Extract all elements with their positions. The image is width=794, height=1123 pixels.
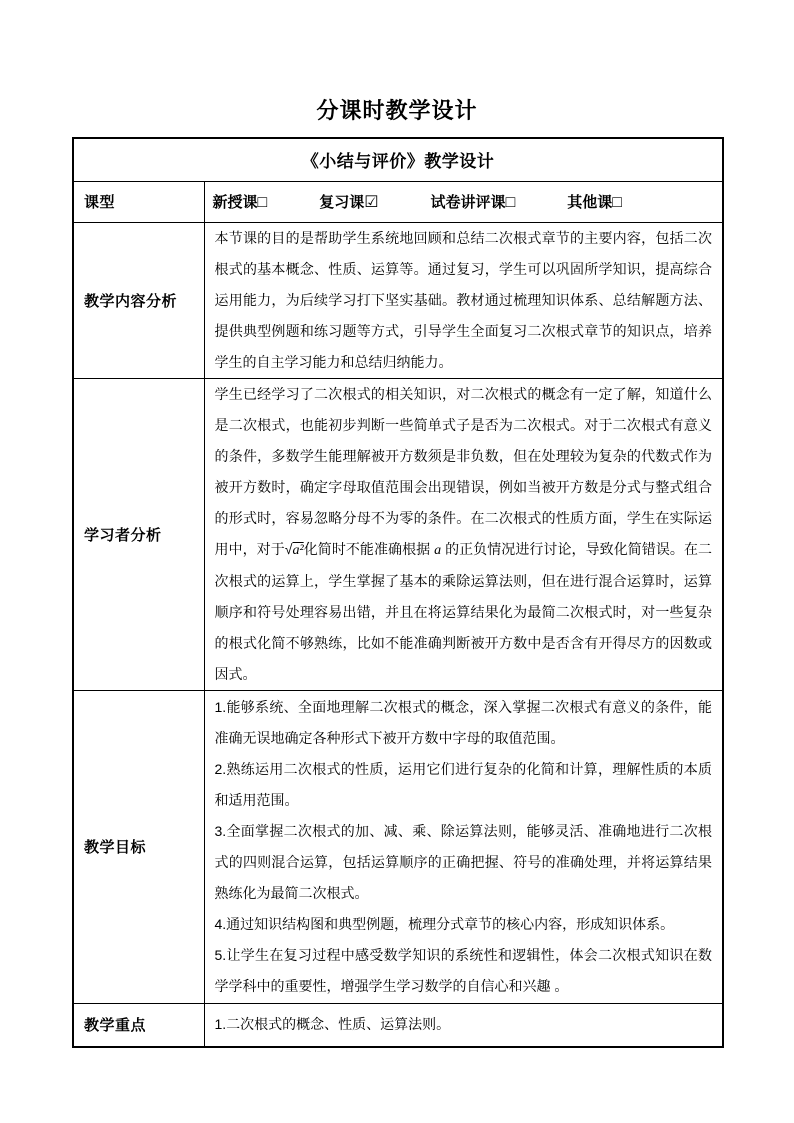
document-title: 分课时教学设计 — [316, 98, 478, 123]
learner-analysis-label: 学习者分析 — [73, 378, 204, 690]
objective-item: 3.全面掌握二次根式的加、减、乘、除运算法则，能够灵活、准确地进行二次根式的四则混合运算，包括运算顺序的正确把握、符号的准确处理，并将运算结果熟练化为最简二次根式。 — [214, 822, 712, 901]
content-analysis-label: 教学内容分析 — [73, 222, 204, 378]
checkbox-checked-icon[interactable]: ☑ — [364, 194, 379, 211]
key-points-text: 1.二次根式的概念、性质、运算法则。 — [204, 1003, 723, 1047]
objective-item: 2.熟练运用二次根式的性质，运用它们进行复杂的化简和计算，理解性质的本质和适用范围。 — [214, 760, 712, 808]
course-type-label: 课型 — [73, 181, 204, 222]
content-analysis-text: 本节课的目的是帮助学生系统地回顾和总结二次根式章节的主要内容，包括二次根式的基本概念、性质、运算等。通过复习，学生可以巩固所学知识，提高综合运用能力，为后续学习打下坚实基础。教材通过梳理知识体系、总结解题方法、提供典型例题和练习题等方式，引导学生全面复习二次根式章节的知识点，培养学生的自主学习能力和总结归纳能力。 — [204, 222, 723, 378]
learner-analysis-row — [73, 378, 723, 690]
learner-analysis-text: 学生已经学习了二次根式的相关知识，对二次根式的概念有一定了解，知道什么是二次根式，也能初步判断一些简单式子是否为二次根式。对于二次根式有意义的条件，多数学生能理解被开方数须是非负数，但在处理较为复杂的代数式作为被开方数时，确定字母取值范围会出现错误，例如当被开方数是分式与整式组合的形式时，容易忽略分母不为零的条件。在二次根式的性质方面，学生在实际运用中，对于√a²化简时不能准确根据 a 的正负情况进行讨论，导致化简错误。在二次根式的运算上，学生掌握了基本的乘除运算法则，但在进行混合运算时，运算顺序和符号处理容易出错，并且在将运算结果化为最简二次根式时，对一些复杂的根式化简不够熟练，比如不能准确判断被开方数中是否含有开得尽方的因数或因式。 — [204, 378, 723, 690]
course-option-label: 其他课 — [567, 195, 613, 211]
objectives-list — [204, 690, 723, 1003]
objective-item: 4.通过知识结构图和典型例题，梳理分式章节的核心内容，形成知识体系。 — [214, 915, 675, 932]
course-type-row — [73, 181, 723, 222]
objective-item: 1.能够系统、全面地理解二次根式的概念，深入掌握二次根式有意义的条件，能准确无误地确定各种形式下被开方数中字母的取值范围。 — [214, 698, 712, 746]
objectives-label: 教学目标 — [73, 690, 204, 1003]
checkbox-unchecked-icon[interactable]: □ — [612, 194, 622, 211]
content-analysis-row — [73, 222, 723, 378]
math-variable: a — [434, 542, 442, 558]
checkbox-unchecked-icon[interactable]: □ — [257, 194, 268, 211]
objectives-row — [73, 690, 723, 1003]
course-option-label: 试卷讲评课 — [430, 195, 506, 211]
table-header-row — [73, 138, 723, 181]
course-option-exam-review-lesson — [431, 191, 516, 212]
key-points-row — [73, 1003, 723, 1047]
sqrt-a-squared-formula: √a² — [284, 540, 304, 558]
course-options — [213, 191, 715, 212]
course-option-new-lesson — [213, 191, 268, 212]
table-title: 《小结与评价》教学设计 — [73, 138, 723, 181]
key-points-label: 教学重点 — [73, 1003, 204, 1047]
checkbox-unchecked-icon[interactable]: □ — [505, 194, 516, 211]
course-option-label: 新授课 — [212, 195, 258, 211]
objective-item: 5.让学生在复习过程中感受数学知识的系统性和逻辑性，体会二次根式知识在数学学科中的重要性，增强学生学习数学的自信心和兴趣 。 — [214, 946, 712, 994]
course-option-other-lesson — [567, 191, 622, 212]
course-type-options-cell — [204, 181, 723, 222]
course-option-label: 复习课 — [319, 195, 365, 211]
lesson-design-table — [72, 137, 724, 1048]
course-option-review-lesson — [319, 191, 378, 212]
